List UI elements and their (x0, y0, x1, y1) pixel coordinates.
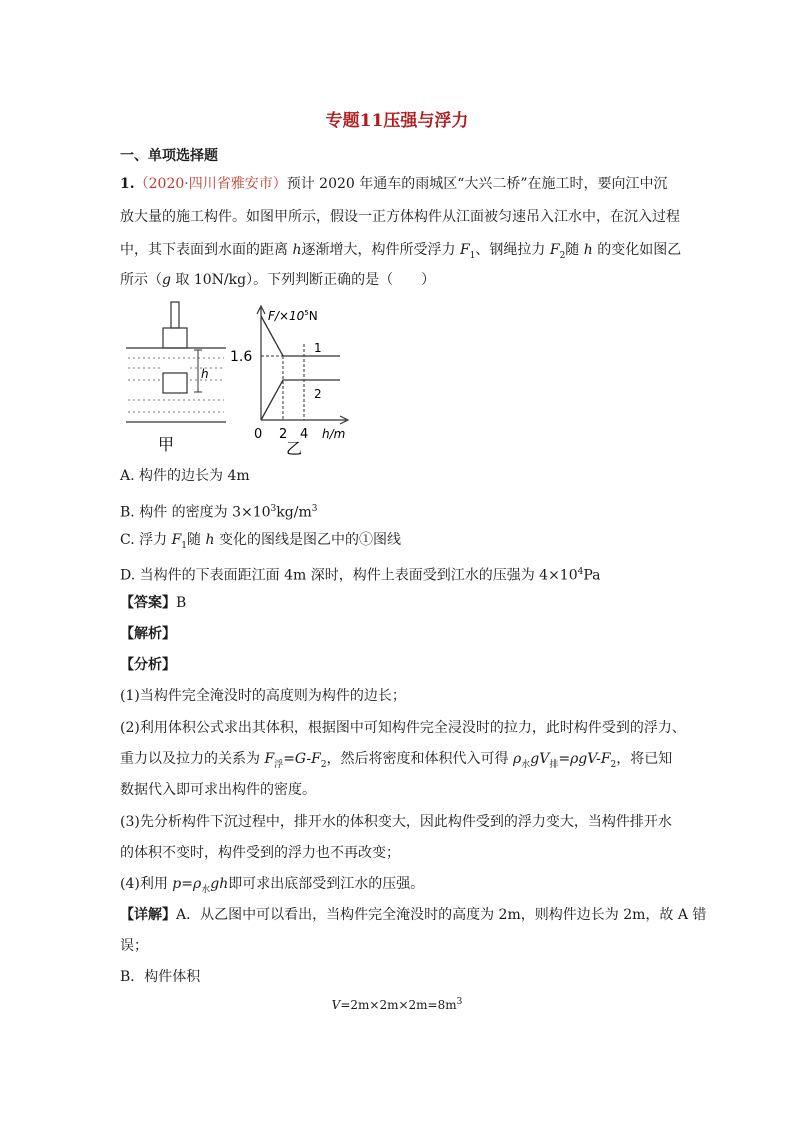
water-dots (128, 358, 224, 412)
text-run: Pa (583, 567, 601, 584)
text-run: 的变化如图乙 (592, 242, 682, 258)
superscript: 4 (577, 567, 584, 577)
text-run: 、钢绳拉力 (475, 242, 550, 258)
x-tick-2: 2 (279, 427, 288, 442)
answer-value: B (176, 595, 187, 611)
section-heading: 一、单项选择题 (120, 148, 218, 164)
analysis-p3-line2: 的体积不变时，构件受到的浮力也不再改变； (120, 845, 400, 861)
var-h: h (205, 532, 215, 548)
var-f: F (549, 242, 560, 258)
text-run: 中，其下表面到水面的距离 (120, 242, 293, 258)
curve-2 (261, 380, 340, 420)
detail-line2: 误； (120, 938, 148, 954)
figure-jia (126, 302, 226, 454)
subscript: 水 (521, 759, 531, 770)
text-run: 随 (187, 532, 206, 548)
curve-1-label: 1 (314, 341, 322, 355)
option-a: A. 构件的边长为 4m (120, 468, 250, 484)
formula-run: =G-F (283, 751, 321, 767)
y-tick: 1.6 (230, 349, 253, 365)
question-stem-1: 预计 2020 年通车的雨城区“大兴二桥”在施工时，要向江中沉 (286, 176, 668, 192)
text-run: kg/m (276, 504, 312, 521)
analysis-p2-line2 (120, 749, 672, 775)
analysis-p4 (120, 874, 424, 900)
text-run: 所示（ (120, 272, 162, 288)
question-number: 1. (120, 176, 135, 192)
formula-run: gV (530, 751, 550, 767)
question-line-2: 放大量的施工构件。如图甲所示，假设一正方体构件从江面被匀速吊入江水中，在沉入过程 (120, 209, 680, 225)
subscript: 2 (559, 250, 566, 261)
text-run: 重力以及拉力的关系为 (120, 751, 265, 767)
subscript: 2 (320, 759, 327, 770)
volume-formula (0, 997, 794, 1012)
y-axis-label: $F/\times 10^5N$ (268, 309, 318, 323)
var-f: F (459, 242, 470, 258)
option-d (120, 562, 601, 586)
answer-tag: 【答案】 (120, 595, 176, 611)
text-run: ，然后将密度和体积代入可得 (326, 751, 513, 767)
subscript: 排 (549, 759, 559, 770)
text-run: ，将已知 (616, 751, 673, 767)
analysis-p1: (1)当构件完全淹没时的高度则为构件的边长； (120, 688, 406, 704)
question-line-1 (120, 174, 668, 194)
analysis-p2-line3: 数据代入即可求出构件的密度。 (120, 782, 316, 798)
superscript: 3 (311, 504, 318, 514)
h-label: h (201, 367, 209, 381)
text-run: 随 (565, 242, 584, 258)
detail-line1 (120, 905, 706, 925)
text-run: 逐渐增大，构件所受浮力 (301, 242, 460, 258)
analysis-p3-line1: (3)先分析构件下沉过程中，排开水的体积变大，因此构件受到的浮力变大，当构件排开水 (120, 814, 672, 830)
option-b (120, 499, 317, 523)
option-c (120, 530, 401, 556)
block-below (163, 373, 187, 393)
text-run: 变化的图线是图乙中的①图线 (214, 532, 401, 548)
yi-label: 乙 (286, 439, 303, 458)
superscript: 3 (270, 504, 277, 514)
page-title: 专题11压强与浮力 (325, 111, 469, 131)
text-run: =2m×2m×2m=8m (340, 998, 457, 1012)
analysis-tag: 【解析】 (120, 626, 176, 642)
detail-line3: B．构件体积 (120, 969, 201, 985)
text-run: C. 浮力 (120, 532, 172, 548)
superscript: 3 (456, 997, 463, 1007)
var-v: V (331, 998, 341, 1012)
var-f: F (171, 532, 182, 548)
text-run: (4)利用 (120, 876, 173, 892)
block-above (163, 328, 187, 348)
formula-run: =ρ (181, 876, 202, 892)
text-run: D. 当构件的下表面距江面 4m 深时，构件上表面受到江水的压强为 4×10 (120, 567, 578, 584)
curve-2-label: 2 (314, 387, 322, 401)
subscript: 1 (469, 250, 476, 261)
question-source: （2020·四川省雅安市） (134, 176, 287, 192)
jia-label: 甲 (158, 435, 175, 454)
figure-yi (230, 306, 348, 458)
rod (171, 302, 179, 328)
x-tick-0: 0 (254, 427, 263, 442)
subscript: 水 (201, 884, 211, 895)
answer-line (120, 593, 186, 613)
subscript: 1 (181, 540, 188, 551)
subscript: 浮 (274, 759, 284, 770)
detail-tag: 【详解】 (120, 907, 176, 923)
var-f: F (264, 751, 275, 767)
x-axis-label: h/m (322, 427, 346, 441)
question-figure (118, 300, 368, 460)
question-line-3 (120, 240, 681, 266)
formula-run: =ρgV-F (558, 751, 611, 767)
var-g: g (162, 272, 171, 288)
x-tick-4: 4 (300, 427, 309, 442)
fenxi-tag: 【分析】 (120, 657, 176, 673)
text-run: A．从乙图中可以看出，当构件完全淹没时的高度为 2m，则构件边长为 2m，故 A 错 (176, 907, 707, 923)
text-run: B. 构件 的密度为 3×10 (120, 504, 271, 521)
var-h: h (292, 242, 302, 258)
subscript: 2 (610, 759, 617, 770)
var-p: p (172, 876, 182, 892)
text-run: 取 10N/kg）。下列判断正确的是（ ） (170, 272, 436, 288)
var-rho: ρ (513, 751, 522, 767)
formula-run: gh (210, 876, 229, 892)
text-run: 即可求出底部受到江水的压强。 (228, 876, 425, 892)
var-h: h (583, 242, 593, 258)
analysis-p2-line1: (2)利用体积公式求出其体积，根据图中可知构件完全浸没时的拉力，此时构件受到的浮力、 (120, 720, 686, 736)
question-line-4 (120, 270, 435, 290)
